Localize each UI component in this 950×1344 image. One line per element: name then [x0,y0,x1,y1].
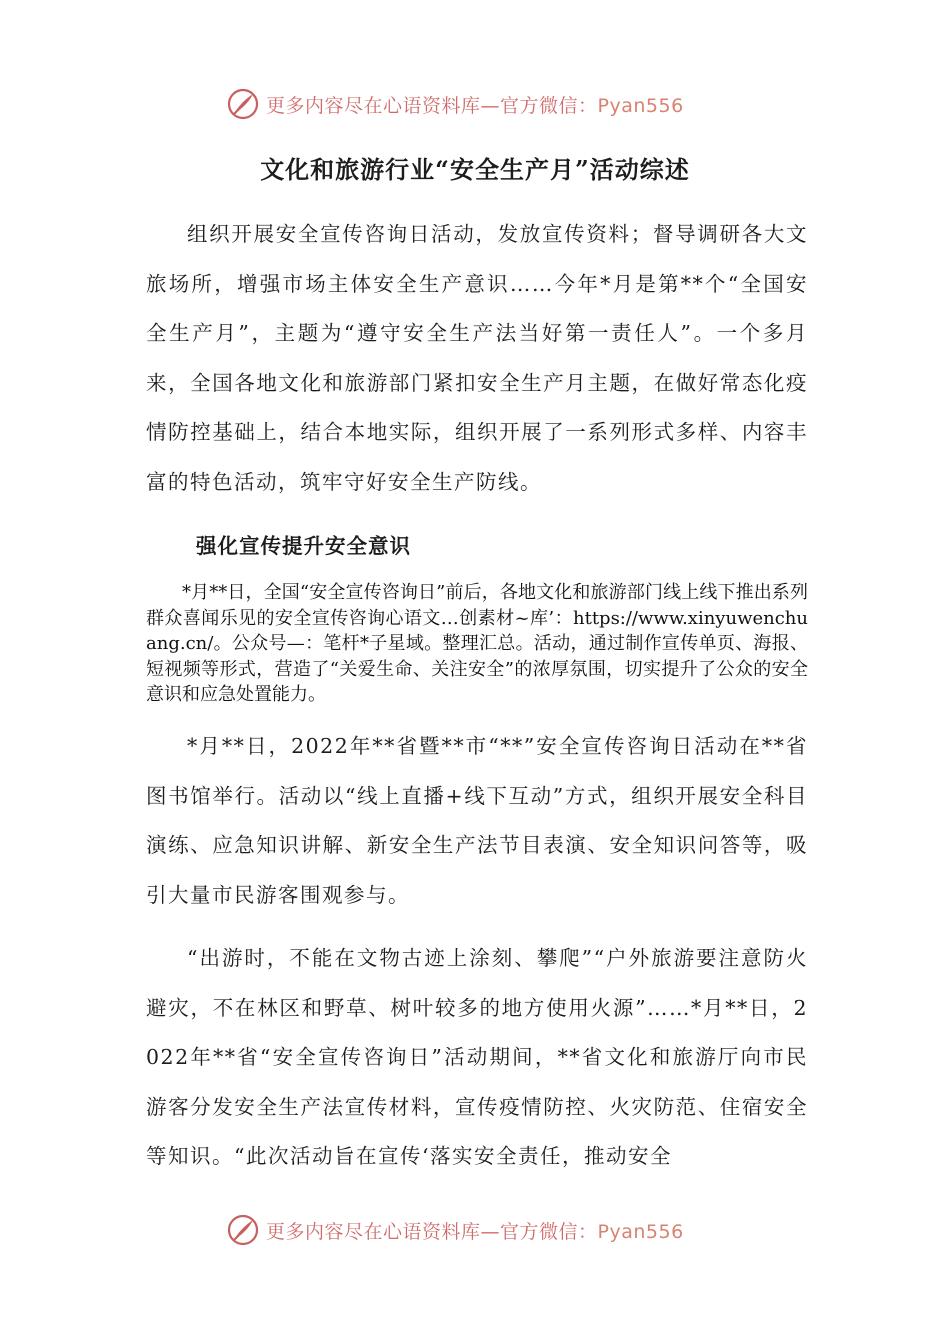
document-title: 文化和旅游行业“安全生产月”活动综述 [260,155,690,184]
watermark-footer [226,1212,746,1248]
watermark-handle: Pyan556 [597,1220,684,1243]
paragraph-event: *月**日，2022年**省暨**市“**”安全宣传咨询日活动在**省图书馆举行。活动以“线上直播+线下互动”方式，组织开展安全科目演练、应急知识讲解、新安全生产法节目表演、安全知识问答等，吸引大量市民游客围观参与。 [146,734,808,907]
watermark-text [266,1217,684,1244]
quill-logo-icon [226,87,260,121]
paragraph-dense: *月**日，全国“安全宣传咨询日”前后，各地文化和旅游部门线上线下推出系列群众喜闻乐见的安全宣传咨询心语文…创素材~库’：https://www.xinyuwenchuang.cn/。公众号—：笔杆*子星域。整理汇总。活动，通过制作宣传单页、海报、短视频等形式，营造了“关爱生命、关注安全”的浓厚氛围，切实提升了公众的安全意识和应急处置能力。 [146,582,808,705]
section-heading: 强化宣传提升安全意识 [196,534,411,558]
watermark-header [226,86,746,122]
watermark-text [266,91,684,118]
watermark-label: 更多内容尽在心语资料库—官方微信： [266,94,598,117]
watermark-handle: Pyan556 [597,94,684,117]
paragraph-intro: 组织开展安全宣传咨询日活动，发放宣传资料；督导调研各大文旅场所，增强市场主体安全生产意识……今年*月是第**个“全国安全生产月”，主题为“遵守安全生产法当好第一责任人”。一个多月来，全国各地文化和旅游部门紧扣安全生产月主题，在做好常态化疫情防控基础上，结合本地实际，组织开展了一系列形式多样、内容丰富的特色活动，筑牢守好安全生产防线。 [146,222,808,494]
watermark-label: 更多内容尽在心语资料库—官方微信： [266,1220,598,1243]
quill-logo-icon [226,1213,260,1247]
paragraph-tourism: “出游时，不能在文物古迹上涂刻、攀爬”“户外旅游要注意防火避灾，不在林区和野草、树叶较多的地方使用火源”……*月**日，2022年**省“安全宣传咨询日”活动期间，**省文化和旅游厅向市民游客分发安全生产法宣传材料，宣传疫情防控、火灾防范、住宿安全等知识。“此次活动旨在宣传‘落实安全责任，推动安全 [146,946,808,1168]
